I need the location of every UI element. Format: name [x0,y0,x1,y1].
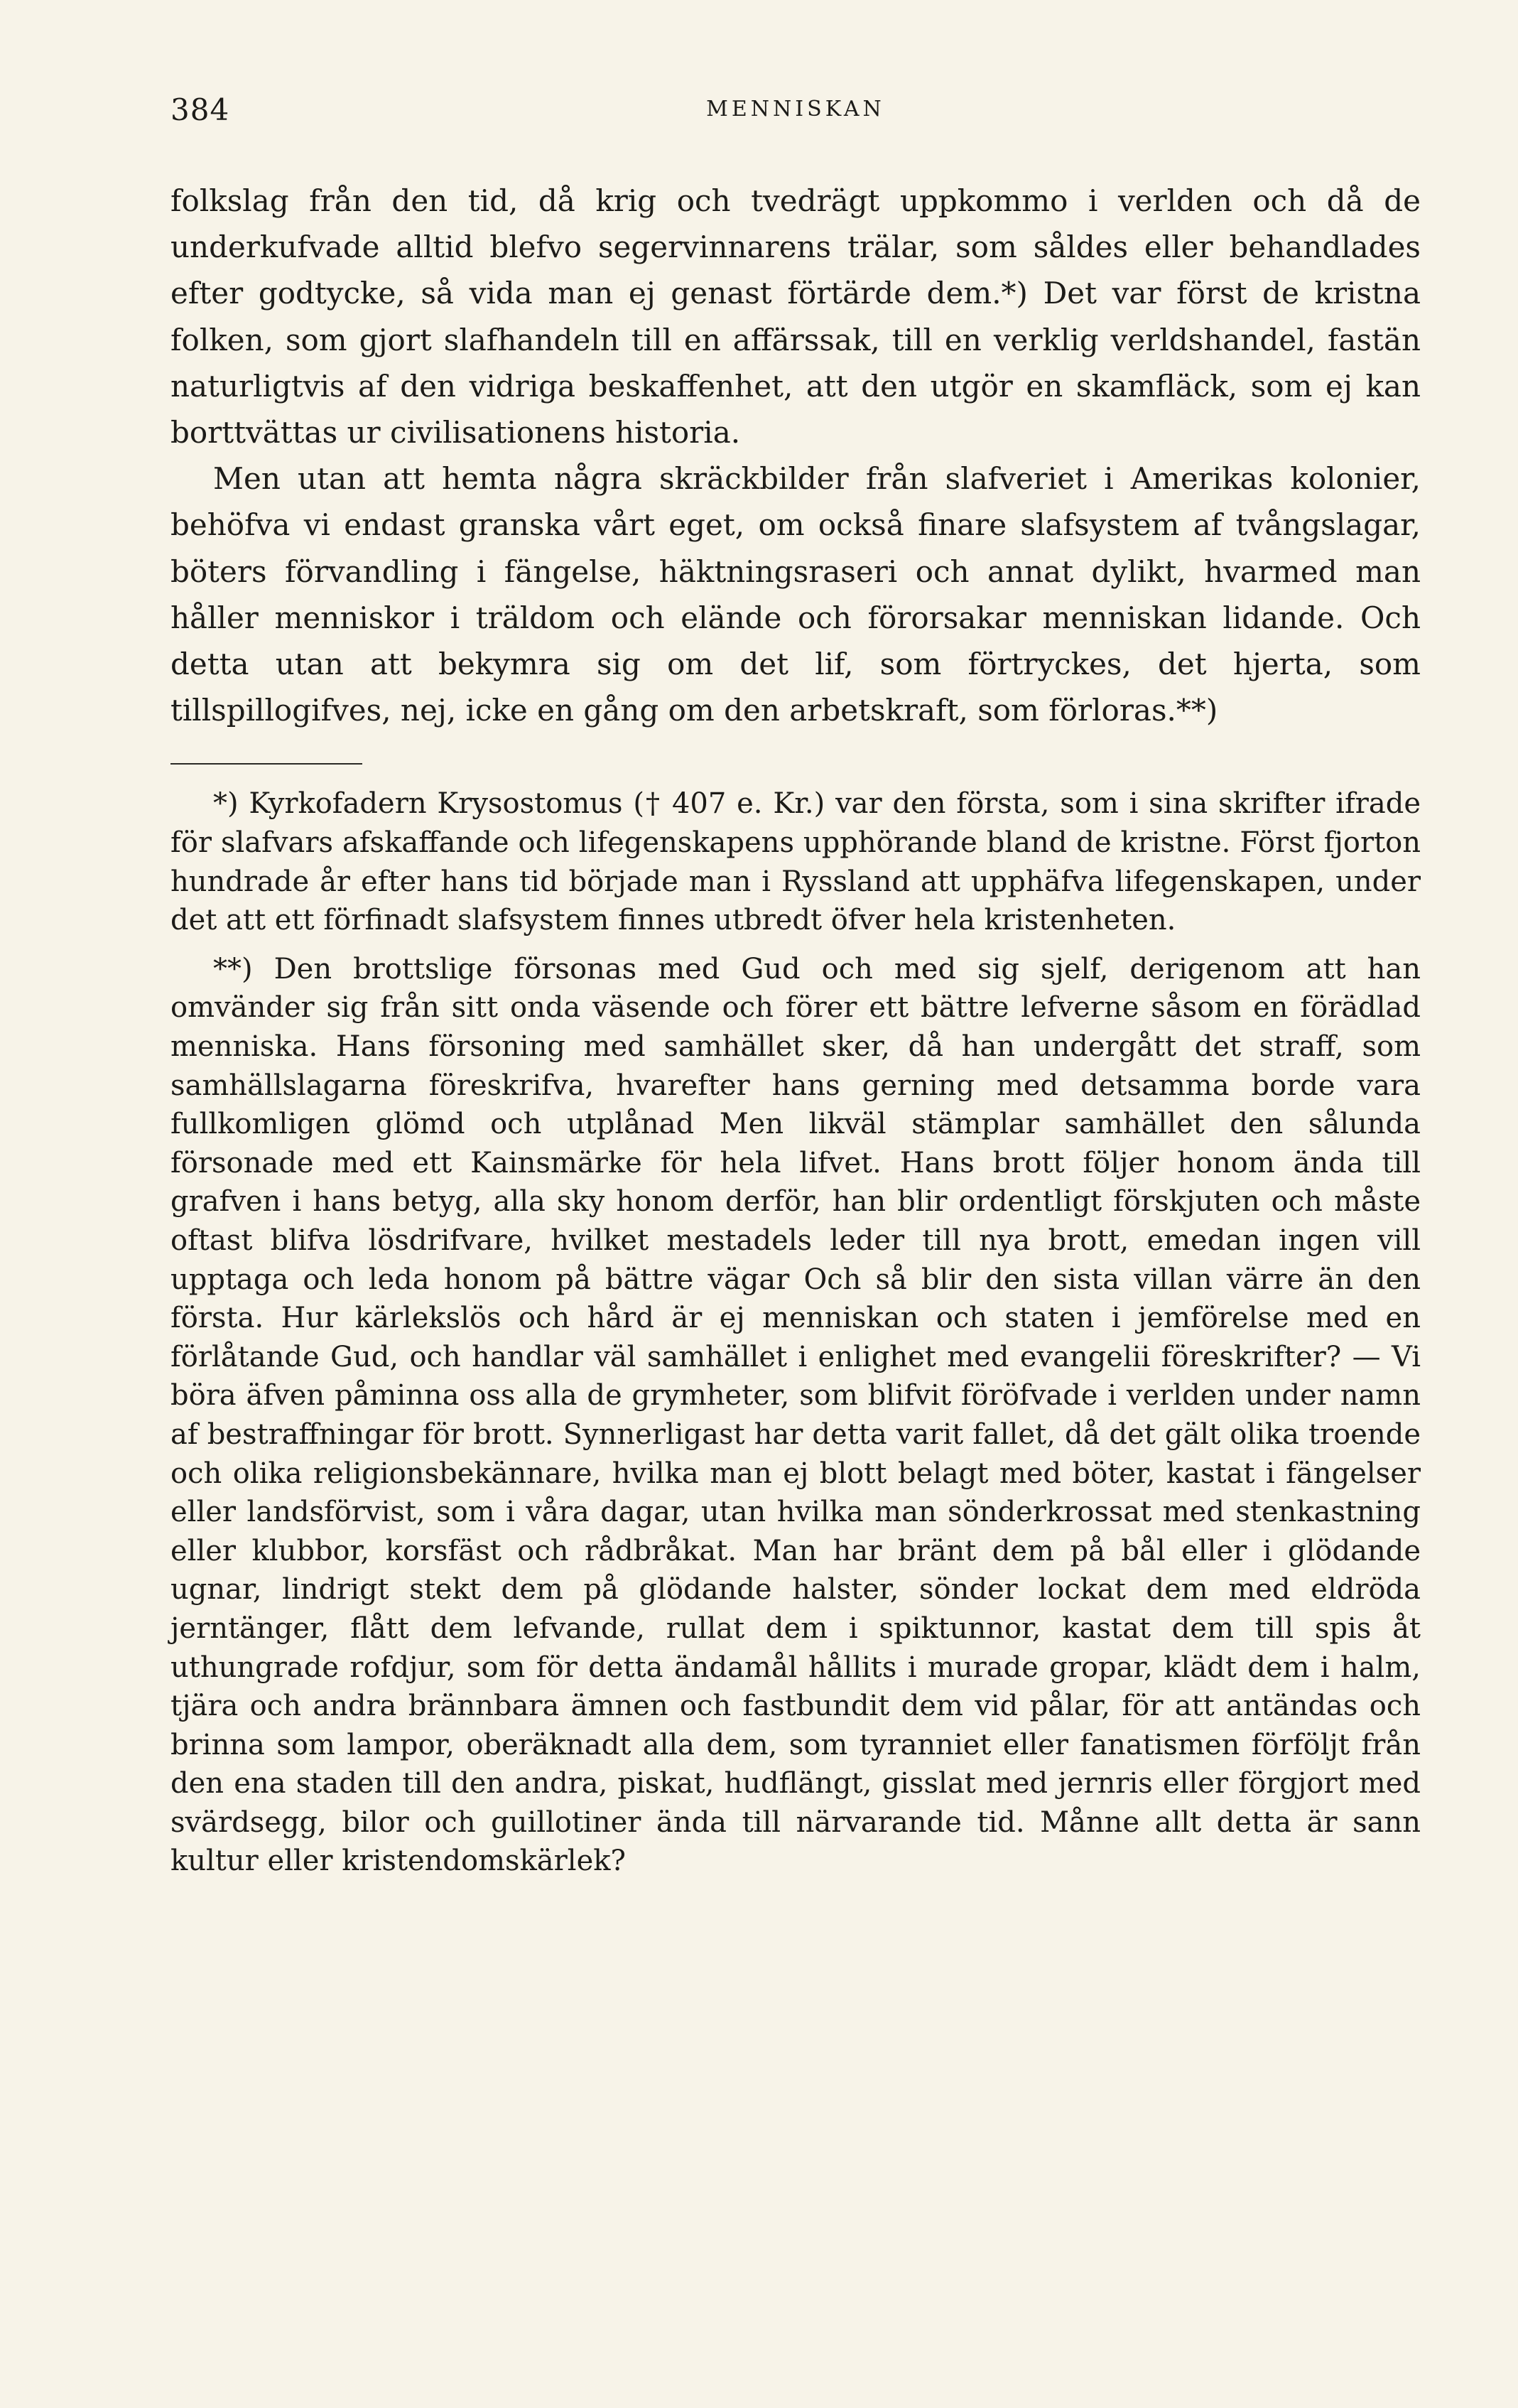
footnote: *) Kyrkofadern Krysostomus († 407 e. Kr.) var den första, som i sina skrifter ifrade för slafvars afskaffande och lifegenskapens upphörande bland de kristne. Först fjorton hundrade år efter hans tid började man i Ryssland att upphäfva lifegenskapen, under det att ett förfinadt slafsystem finnes utbredt öfver hela kristenheten. [170,787,1421,937]
body-paragraph: Men utan att hemta några skräckbilder från slafveriet i Amerikas kolonier, behöfva vi endast granska vårt eget, om också finare slafsystem af tvångslagar, böters förvandling i fängelse, häktningsraseri och annat dylikt, hvarmed man håller menniskor i träldom och elände och förorsakar menniskan lidande. Och detta utan att bekymra sig om det lif, som förtryckes, det hjerta, som tillspillogifves, nej, icke en gång om den arbetskraft, som förloras.**) [170,461,1421,728]
footnotes [170,784,1421,1881]
book-page [170,92,1421,1881]
footnote-divider [170,763,362,765]
page-header [170,92,1421,135]
page-number: 384 [170,92,230,127]
running-head: MENNISKAN [706,97,885,122]
body-paragraph: folkslag från den tid, då krig och tvedrägt uppkommo i verlden och då de underkufvade alltid blefvo segervinnarens trälar, som såldes eller behandlades efter godtycke, så vida man ej genast förtärde dem.*) Det var först de kristna folken, som gjort slafhandeln till en affärssak, till en verklig verldshandel, fastän naturligtvis af den vidriga beskaffenhet, att den utgör en skamfläck, som ej kan borttvättas ur civilisationens historia. [170,183,1421,450]
main-text [170,178,1421,733]
footnote: **) Den brottslige försonas med Gud och med sig sjelf, derigenom att han omvänder sig från sitt onda väsende och förer ett bättre lefverne såsom en förädlad menniska. Hans försoning med samhället sker, då han undergått det straff, som samhällslagarna föreskrifva, hvarefter hans gerning med detsamma borde vara fullkomligen glömd och utplånad Men likväl stämplar samhället den sålunda försonade med ett Kainsmärke för hela lifvet. Hans brott följer honom ända till grafven i hans betyg, alla sky honom derför, han blir ordentligt förskjuten och måste oftast blifva lösdrifvare, hvilket mestadels leder till nya brott, emedan ingen vill upptaga och leda honom på bättre vägar Och så blir den sista villan värre än den första. Hur kärlekslös och hård är ej menniskan och staten i jemförelse med en förlåtande Gud, och handlar väl samhället i enlighet med evangelii föreskrifter? — Vi böra äfven påminna oss alla de grymheter, som blifvit föröfvade i verlden under namn af bestraffningar för brott. Synnerligast har detta varit fallet, då det gält olika troende och olika religionsbekännare, hvilka man ej blott belagt med böter, kastat i fängelser eller landsförvist, som i våra dagar, utan hvilka man sönderkrossat med stenkastning eller klubbor, korsfäst och rådbråkat. Man har bränt dem på bål eller i glödande ugnar, lindrigt stekt dem på glödande halster, sönder lockat dem med eldröda jerntänger, flått dem lefvande, rullat dem i spiktunnor, kastat dem till spis åt uthungrade rofdjur, som för detta ändamål hållits i murade gropar, klädt dem i halm, tjära och andra brännbara ämnen och fastbundit dem vid pålar, för att antändas och brinna som lampor, oberäknadt alla dem, som tyranniet eller fanatismen förföljt från den ena staden till den andra, piskat, hudflängt, gisslat med jernris eller förgjort med svärdsegg, bilor och guillotiner ända till närvarande tid. Månne allt detta är sann kultur eller kristendomskärlek? [170,952,1421,1878]
